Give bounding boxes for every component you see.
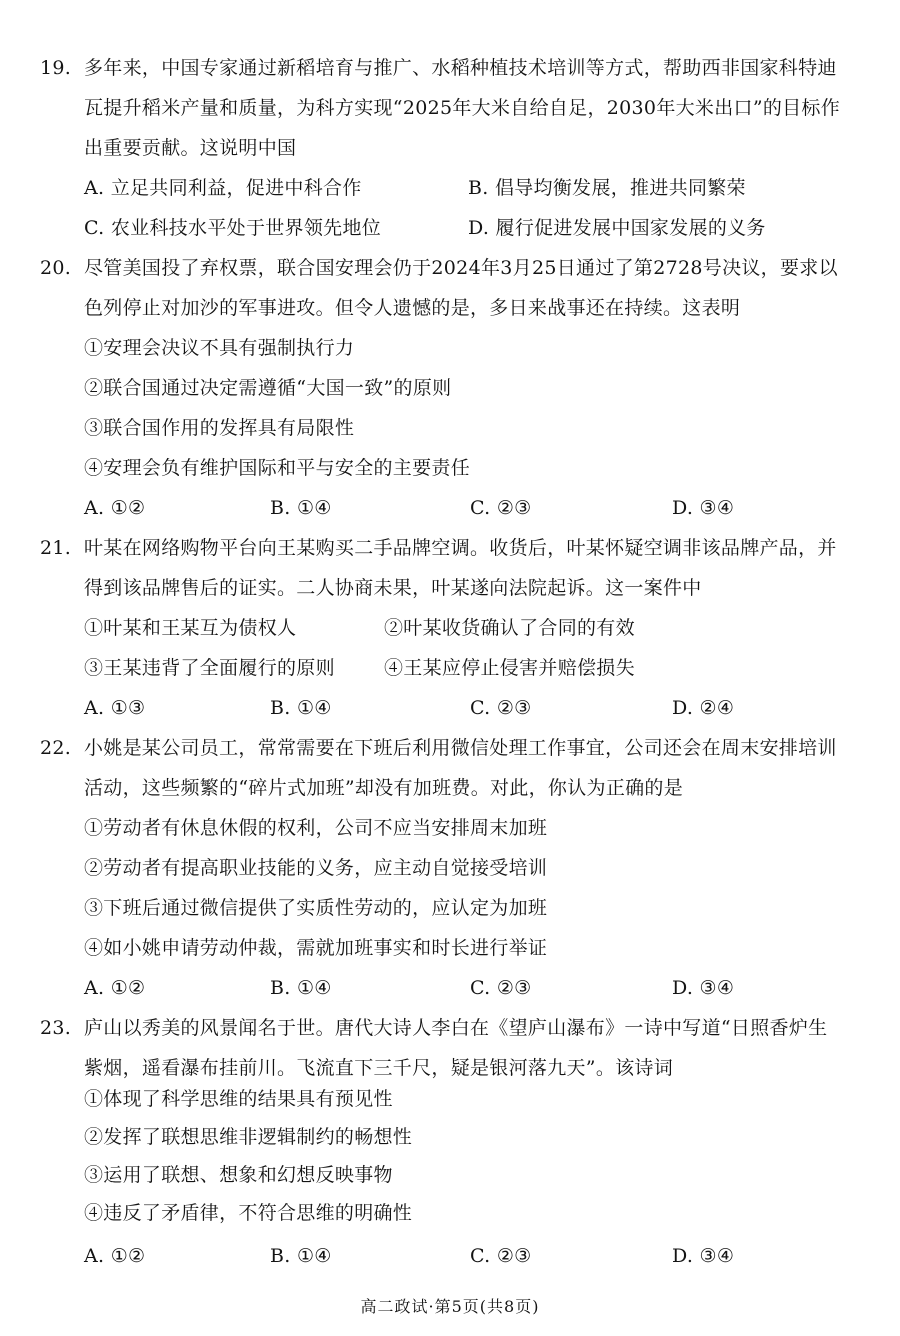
- statement-3: ③王某违背了全面履行的原则: [84, 657, 335, 679]
- option-d: D. ③④: [672, 977, 735, 999]
- statement-1: ①叶某和王某互为债权人: [84, 617, 297, 639]
- question-stem-line: 庐山以秀美的风景闻名于世。唐代大诗人李白在《望庐山瀑布》一诗中写道“日照香炉生: [84, 1017, 828, 1039]
- option-a: A. ①③: [84, 697, 146, 719]
- question-stem-line: 得到该品牌售后的证实。二人协商未果，叶某遂向法院起诉。这一案件中: [84, 577, 702, 599]
- option-a: A. 立足共同利益，促进中科合作: [84, 177, 362, 199]
- question-number: 20.: [40, 257, 72, 279]
- statement-2: ②劳动者有提高职业技能的义务，应主动自觉接受培训: [84, 857, 548, 879]
- option-c: C. ②③: [470, 697, 532, 719]
- statement-3: ③下班后通过微信提供了实质性劳动的，应认定为加班: [84, 897, 548, 919]
- option-d: D. ③④: [672, 497, 735, 519]
- option-a: A. ①②: [84, 1245, 146, 1267]
- question-stem-line: 色列停止对加沙的军事进攻。但令人遗憾的是，多日来战事还在持续。这表明: [84, 297, 741, 319]
- question-stem-line: 出重要贡献。这说明中国: [84, 137, 297, 159]
- question-number: 19.: [40, 57, 72, 79]
- option-c: C. ②③: [470, 497, 532, 519]
- statement-1: ①安理会决议不具有强制执行力: [84, 337, 355, 359]
- statement-4: ④王某应停止侵害并赔偿损失: [384, 657, 635, 679]
- question-stem-line: 多年来，中国专家通过新稻培育与推广、水稻种植技术培训等方式，帮助西非国家科特迪: [84, 57, 837, 79]
- option-d: D. ②④: [672, 697, 735, 719]
- statement-3: ③联合国作用的发挥具有局限性: [84, 417, 355, 439]
- option-b: B. ①④: [270, 1245, 332, 1267]
- option-c: C. ②③: [470, 977, 532, 999]
- option-d: D. ③④: [672, 1245, 735, 1267]
- option-c: C. 农业科技水平处于世界领先地位: [84, 217, 382, 239]
- option-b: B. ①④: [270, 977, 332, 999]
- option-a: A. ①②: [84, 977, 146, 999]
- option-d: D. 履行促进发展中国家发展的义务: [468, 217, 766, 239]
- statement-3: ③运用了联想、想象和幻想反映事物: [84, 1164, 393, 1186]
- statement-4: ④安理会负有维护国际和平与安全的主要责任: [84, 457, 471, 479]
- question-stem-line: 尽管美国投了弃权票，联合国安理会仍于2024年3月25日通过了第2728号决议，要求以: [84, 257, 838, 279]
- question-stem-line: 小姚是某公司员工，常常需要在下班后利用微信处理工作事宜，公司还会在周末安排培训: [84, 737, 837, 759]
- statement-2: ②叶某收货确认了合同的有效: [384, 617, 635, 639]
- question-stem-line: 活动，这些频繁的“碎片式加班”却没有加班费。对此，你认为正确的是: [84, 777, 684, 799]
- option-b: B. ①④: [270, 497, 332, 519]
- option-b: B. ①④: [270, 697, 332, 719]
- option-c: C. ②③: [470, 1245, 532, 1267]
- statement-4: ④如小姚申请劳动仲裁，需就加班事实和时长进行举证: [84, 937, 548, 959]
- statement-2: ②联合国通过决定需遵循“大国一致”的原则: [84, 377, 452, 399]
- statement-2: ②发挥了联想思维非逻辑制约的畅想性: [84, 1126, 413, 1148]
- question-number: 22.: [40, 737, 72, 759]
- question-stem-line: 叶某在网络购物平台向王某购买二手品牌空调。收货后，叶某怀疑空调非该品牌产品，并: [84, 537, 837, 559]
- option-b: B. 倡导均衡发展，推进共同繁荣: [468, 177, 746, 199]
- question-stem-line: 瓦提升稻米产量和质量，为科方实现“2025年大米自给自足，2030年大米出口”的目标作: [84, 97, 841, 119]
- statement-1: ①体现了科学思维的结果具有预见性: [84, 1088, 393, 1110]
- question-stem-line: 紫烟，遥看瀑布挂前川。飞流直下三千尺，疑是银河落九天”。该诗词: [84, 1057, 674, 1079]
- question-number: 23.: [40, 1017, 72, 1039]
- page-footer: 高二政试·第5页(共8页): [360, 1297, 540, 1316]
- statement-1: ①劳动者有休息休假的权利，公司不应当安排周末加班: [84, 817, 548, 839]
- option-a: A. ①②: [84, 497, 146, 519]
- question-number: 21.: [40, 537, 72, 559]
- statement-4: ④违反了矛盾律，不符合思维的明确性: [84, 1202, 413, 1224]
